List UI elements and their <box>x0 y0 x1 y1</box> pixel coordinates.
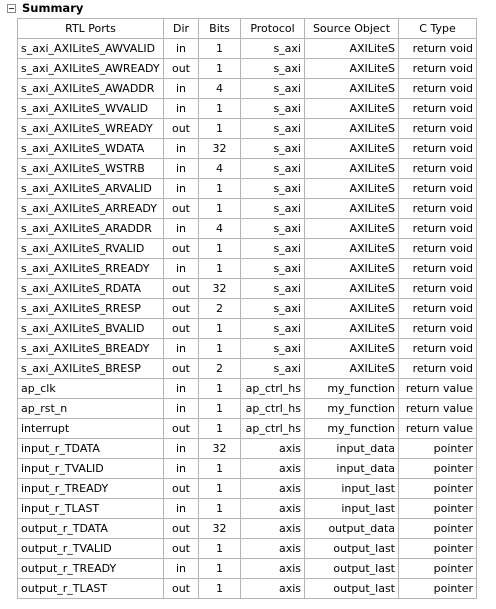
dir-cell: in <box>164 139 199 159</box>
dir-cell: out <box>164 199 199 219</box>
c-type-cell: return void <box>399 359 477 379</box>
source-object-cell: output_data <box>305 519 399 539</box>
rtl-port-cell: interrupt <box>18 419 164 439</box>
summary-table <box>17 18 477 599</box>
rtl-port-cell: s_axi_AXILiteS_AWADDR <box>18 79 164 99</box>
protocol-cell: axis <box>241 539 305 559</box>
source-object-cell: AXILiteS <box>305 159 399 179</box>
table-row[interactable] <box>18 199 477 219</box>
bits-cell: 1 <box>199 459 241 479</box>
source-object-cell: AXILiteS <box>305 139 399 159</box>
c-type-cell: return void <box>399 319 477 339</box>
table-body <box>18 39 477 599</box>
table-row[interactable] <box>18 459 477 479</box>
bits-cell: 1 <box>199 239 241 259</box>
source-object-cell: AXILiteS <box>305 239 399 259</box>
table-row[interactable] <box>18 219 477 239</box>
source-object-cell: input_data <box>305 439 399 459</box>
c-type-cell: return void <box>399 279 477 299</box>
source-object-cell: my_function <box>305 419 399 439</box>
bits-cell: 32 <box>199 139 241 159</box>
protocol-cell: axis <box>241 479 305 499</box>
rtl-port-cell: s_axi_AXILiteS_ARVALID <box>18 179 164 199</box>
protocol-cell: ap_ctrl_hs <box>241 399 305 419</box>
protocol-cell: axis <box>241 439 305 459</box>
protocol-cell: s_axi <box>241 239 305 259</box>
dir-cell: in <box>164 459 199 479</box>
protocol-cell: s_axi <box>241 259 305 279</box>
source-object-cell: AXILiteS <box>305 59 399 79</box>
table-row[interactable] <box>18 539 477 559</box>
c-type-cell: return void <box>399 139 477 159</box>
source-object-cell: input_last <box>305 479 399 499</box>
protocol-cell: axis <box>241 519 305 539</box>
rtl-port-cell: s_axi_AXILiteS_BRESP <box>18 359 164 379</box>
collapse-icon[interactable] <box>7 4 16 13</box>
bits-cell: 1 <box>199 99 241 119</box>
bits-cell: 1 <box>199 419 241 439</box>
table-row[interactable] <box>18 99 477 119</box>
protocol-cell: s_axi <box>241 179 305 199</box>
protocol-cell: ap_ctrl_hs <box>241 419 305 439</box>
c-type-cell: pointer <box>399 499 477 519</box>
table-row[interactable] <box>18 399 477 419</box>
c-type-cell: return void <box>399 159 477 179</box>
protocol-cell: ap_ctrl_hs <box>241 379 305 399</box>
source-object-cell: input_data <box>305 459 399 479</box>
protocol-cell: s_axi <box>241 79 305 99</box>
rtl-port-cell: s_axi_AXILiteS_RVALID <box>18 239 164 259</box>
source-object-cell: AXILiteS <box>305 39 399 59</box>
c-type-cell: return void <box>399 339 477 359</box>
protocol-cell: s_axi <box>241 279 305 299</box>
table-row[interactable] <box>18 439 477 459</box>
column-header-protocol[interactable]: Protocol <box>241 19 305 39</box>
rtl-port-cell: input_r_TREADY <box>18 479 164 499</box>
protocol-cell: axis <box>241 559 305 579</box>
c-type-cell: return void <box>399 99 477 119</box>
source-object-cell: AXILiteS <box>305 79 399 99</box>
c-type-cell: pointer <box>399 519 477 539</box>
table-row[interactable] <box>18 59 477 79</box>
table-row[interactable] <box>18 119 477 139</box>
source-object-cell: input_last <box>305 499 399 519</box>
bits-cell: 1 <box>199 199 241 219</box>
source-object-cell: AXILiteS <box>305 259 399 279</box>
c-type-cell: return value <box>399 399 477 419</box>
table-row[interactable] <box>18 579 477 599</box>
c-type-cell: return void <box>399 179 477 199</box>
bits-cell: 1 <box>199 379 241 399</box>
c-type-cell: return void <box>399 79 477 99</box>
bits-cell: 1 <box>199 119 241 139</box>
bits-cell: 1 <box>199 319 241 339</box>
column-header-source-object[interactable]: Source Object <box>305 19 399 39</box>
table-row[interactable] <box>18 79 477 99</box>
column-header-c-type[interactable]: C Type <box>399 19 477 39</box>
dir-cell: out <box>164 479 199 499</box>
rtl-port-cell: s_axi_AXILiteS_AWREADY <box>18 59 164 79</box>
section-title: Summary <box>22 1 84 15</box>
summary-section-header[interactable] <box>7 0 307 16</box>
protocol-cell: s_axi <box>241 199 305 219</box>
dir-cell: out <box>164 519 199 539</box>
dir-cell: in <box>164 219 199 239</box>
protocol-cell: axis <box>241 499 305 519</box>
rtl-port-cell: s_axi_AXILiteS_WDATA <box>18 139 164 159</box>
bits-cell: 1 <box>199 479 241 499</box>
bits-cell: 2 <box>199 359 241 379</box>
source-object-cell: AXILiteS <box>305 339 399 359</box>
dir-cell: in <box>164 159 199 179</box>
table-row[interactable] <box>18 479 477 499</box>
protocol-cell: axis <box>241 579 305 599</box>
c-type-cell: return value <box>399 419 477 439</box>
rtl-port-cell: input_r_TLAST <box>18 499 164 519</box>
dir-cell: in <box>164 259 199 279</box>
dir-cell: in <box>164 39 199 59</box>
bits-cell: 1 <box>199 579 241 599</box>
table-row[interactable] <box>18 499 477 519</box>
table-row[interactable] <box>18 299 477 319</box>
header-row <box>18 19 477 39</box>
c-type-cell: return void <box>399 39 477 59</box>
column-header-rtl-ports[interactable]: RTL Ports <box>18 19 164 39</box>
rtl-port-cell: ap_clk <box>18 379 164 399</box>
c-type-cell: pointer <box>399 459 477 479</box>
rtl-port-cell: ap_rst_n <box>18 399 164 419</box>
dir-cell: out <box>164 279 199 299</box>
table-row[interactable] <box>18 259 477 279</box>
source-object-cell: AXILiteS <box>305 99 399 119</box>
dir-cell: out <box>164 539 199 559</box>
rtl-port-cell: s_axi_AXILiteS_WVALID <box>18 99 164 119</box>
table-row[interactable] <box>18 39 477 59</box>
c-type-cell: pointer <box>399 539 477 559</box>
dir-cell: in <box>164 179 199 199</box>
protocol-cell: s_axi <box>241 139 305 159</box>
dir-cell: out <box>164 319 199 339</box>
c-type-cell: return void <box>399 119 477 139</box>
dir-cell: in <box>164 559 199 579</box>
protocol-cell: s_axi <box>241 359 305 379</box>
protocol-cell: s_axi <box>241 99 305 119</box>
table-row[interactable] <box>18 159 477 179</box>
source-object-cell: output_last <box>305 539 399 559</box>
rtl-port-cell: s_axi_AXILiteS_RRESP <box>18 299 164 319</box>
dir-cell: out <box>164 579 199 599</box>
source-object-cell: AXILiteS <box>305 119 399 139</box>
protocol-cell: s_axi <box>241 339 305 359</box>
source-object-cell: my_function <box>305 399 399 419</box>
rtl-port-cell: s_axi_AXILiteS_BVALID <box>18 319 164 339</box>
bits-cell: 4 <box>199 159 241 179</box>
table-row[interactable] <box>18 319 477 339</box>
table-header <box>18 19 477 39</box>
source-object-cell: AXILiteS <box>305 359 399 379</box>
dir-cell: out <box>164 419 199 439</box>
c-type-cell: pointer <box>399 439 477 459</box>
bits-cell: 4 <box>199 219 241 239</box>
rtl-port-cell: output_r_TREADY <box>18 559 164 579</box>
bits-cell: 4 <box>199 79 241 99</box>
rtl-port-cell: input_r_TVALID <box>18 459 164 479</box>
table-row[interactable] <box>18 339 477 359</box>
protocol-cell: axis <box>241 459 305 479</box>
table-row[interactable] <box>18 179 477 199</box>
bits-cell: 32 <box>199 439 241 459</box>
table-row[interactable] <box>18 139 477 159</box>
table-row[interactable] <box>18 519 477 539</box>
column-header-bits[interactable]: Bits <box>199 19 241 39</box>
bits-cell: 1 <box>199 259 241 279</box>
c-type-cell: return void <box>399 199 477 219</box>
source-object-cell: my_function <box>305 379 399 399</box>
rtl-port-cell: s_axi_AXILiteS_RREADY <box>18 259 164 279</box>
c-type-cell: return void <box>399 219 477 239</box>
source-object-cell: output_last <box>305 579 399 599</box>
c-type-cell: return value <box>399 379 477 399</box>
rtl-port-cell: s_axi_AXILiteS_ARADDR <box>18 219 164 239</box>
protocol-cell: s_axi <box>241 39 305 59</box>
dir-cell: out <box>164 59 199 79</box>
protocol-cell: s_axi <box>241 219 305 239</box>
rtl-port-cell: input_r_TDATA <box>18 439 164 459</box>
table-row[interactable] <box>18 279 477 299</box>
source-object-cell: AXILiteS <box>305 199 399 219</box>
source-object-cell: AXILiteS <box>305 219 399 239</box>
c-type-cell: return void <box>399 239 477 259</box>
dir-cell: in <box>164 339 199 359</box>
rtl-port-cell: s_axi_AXILiteS_AWVALID <box>18 39 164 59</box>
rtl-port-cell: s_axi_AXILiteS_WREADY <box>18 119 164 139</box>
protocol-cell: s_axi <box>241 319 305 339</box>
column-header-dir[interactable]: Dir <box>164 19 199 39</box>
c-type-cell: pointer <box>399 579 477 599</box>
rtl-port-cell: output_r_TLAST <box>18 579 164 599</box>
dir-cell: in <box>164 439 199 459</box>
table-row[interactable] <box>18 239 477 259</box>
c-type-cell: pointer <box>399 559 477 579</box>
dir-cell: out <box>164 299 199 319</box>
table-row[interactable] <box>18 559 477 579</box>
c-type-cell: pointer <box>399 479 477 499</box>
rtl-port-cell: s_axi_AXILiteS_RDATA <box>18 279 164 299</box>
rtl-port-cell: output_r_TDATA <box>18 519 164 539</box>
bits-cell: 1 <box>199 339 241 359</box>
bits-cell: 1 <box>199 539 241 559</box>
table-row[interactable] <box>18 419 477 439</box>
table-row[interactable] <box>18 379 477 399</box>
bits-cell: 1 <box>199 59 241 79</box>
c-type-cell: return void <box>399 259 477 279</box>
rtl-port-cell: output_r_TVALID <box>18 539 164 559</box>
dir-cell: in <box>164 99 199 119</box>
bits-cell: 32 <box>199 279 241 299</box>
dir-cell: in <box>164 499 199 519</box>
bits-cell: 32 <box>199 519 241 539</box>
dir-cell: in <box>164 79 199 99</box>
dir-cell: in <box>164 379 199 399</box>
source-object-cell: AXILiteS <box>305 179 399 199</box>
dir-cell: in <box>164 399 199 419</box>
c-type-cell: return void <box>399 299 477 319</box>
rtl-port-cell: s_axi_AXILiteS_BREADY <box>18 339 164 359</box>
source-object-cell: AXILiteS <box>305 319 399 339</box>
protocol-cell: s_axi <box>241 299 305 319</box>
protocol-cell: s_axi <box>241 59 305 79</box>
source-object-cell: AXILiteS <box>305 299 399 319</box>
c-type-cell: return void <box>399 59 477 79</box>
bits-cell: 1 <box>199 179 241 199</box>
dir-cell: out <box>164 239 199 259</box>
rtl-port-cell: s_axi_AXILiteS_WSTRB <box>18 159 164 179</box>
protocol-cell: s_axi <box>241 119 305 139</box>
table-row[interactable] <box>18 359 477 379</box>
source-object-cell: output_last <box>305 559 399 579</box>
bits-cell: 2 <box>199 299 241 319</box>
bits-cell: 1 <box>199 39 241 59</box>
protocol-cell: s_axi <box>241 159 305 179</box>
bits-cell: 1 <box>199 559 241 579</box>
source-object-cell: AXILiteS <box>305 279 399 299</box>
dir-cell: out <box>164 359 199 379</box>
dir-cell: out <box>164 119 199 139</box>
bits-cell: 1 <box>199 399 241 419</box>
rtl-port-cell: s_axi_AXILiteS_ARREADY <box>18 199 164 219</box>
bits-cell: 1 <box>199 499 241 519</box>
